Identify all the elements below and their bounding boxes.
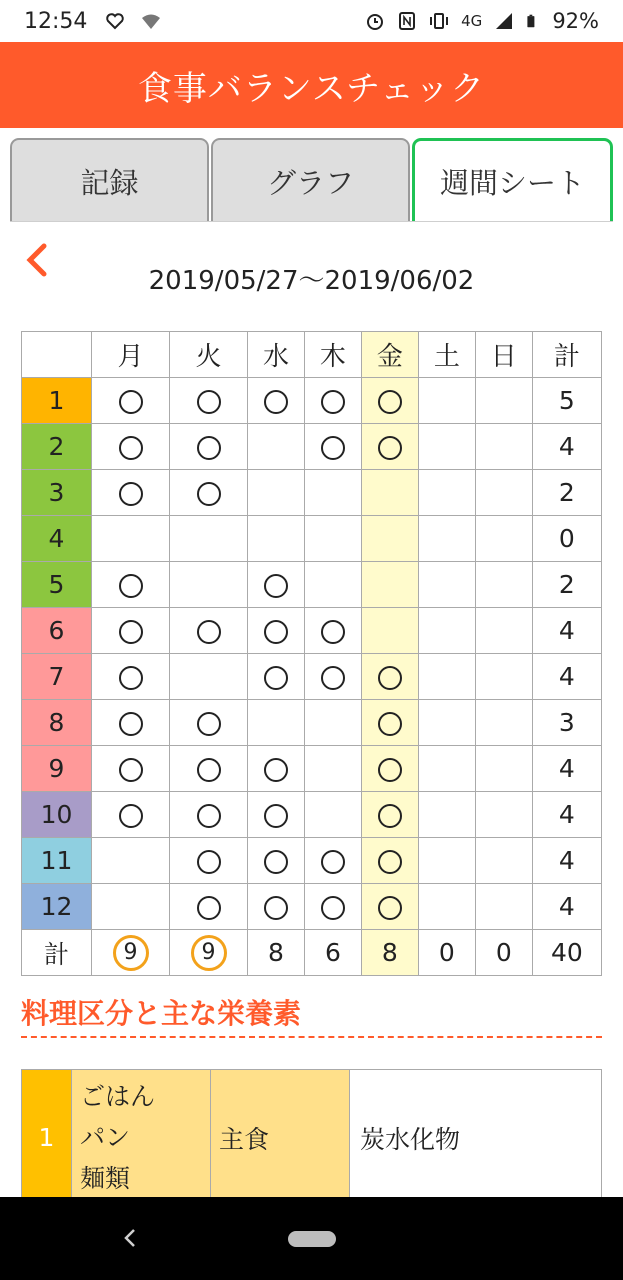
alarm-icon [365,11,385,31]
sheet-row [22,608,602,654]
sheet-row [22,562,602,608]
sheet-cell[interactable] [475,424,532,470]
category-number: 8 [22,700,92,746]
day-total: 0 [418,930,475,976]
check-circle-icon [378,666,402,690]
sheet-cell[interactable] [361,424,418,470]
check-circle-icon [119,758,143,782]
sheet-cell[interactable] [92,792,170,838]
row-total: 4 [532,746,601,792]
sheet-cell[interactable] [418,654,475,700]
sheet-cell[interactable] [248,654,305,700]
sheet-cell[interactable] [475,838,532,884]
check-circle-icon [119,666,143,690]
sheet-cell[interactable] [475,378,532,424]
sheet-cell[interactable] [170,608,248,654]
row-total: 4 [532,838,601,884]
sheet-cell[interactable] [475,562,532,608]
sheet-cell[interactable] [304,424,361,470]
sheet-cell[interactable] [170,424,248,470]
sheet-cell[interactable] [475,746,532,792]
check-circle-icon [119,574,143,598]
totals-row [22,930,602,976]
sheet-cell[interactable] [304,792,361,838]
day-header: 木 [304,332,361,378]
sheet-cell[interactable] [92,884,170,930]
sheet-cell[interactable] [361,746,418,792]
sheet-cell[interactable] [92,424,170,470]
check-circle-icon [197,758,221,782]
day-header: 土 [418,332,475,378]
signal-icon [494,11,514,31]
row-total: 4 [532,884,601,930]
check-circle-icon [264,896,288,920]
sheet-cell[interactable] [304,654,361,700]
sheet-cell[interactable] [361,838,418,884]
check-circle-icon [264,620,288,644]
day-header: 金 [361,332,418,378]
sheet-cell[interactable] [170,700,248,746]
category-number: 12 [22,884,92,930]
check-circle-icon [197,804,221,828]
check-circle-icon [197,712,221,736]
sheet-cell[interactable] [304,746,361,792]
category-number: 4 [22,516,92,562]
day-header: 月 [92,332,170,378]
section-title: 料理区分と主な栄養素 [21,997,302,1030]
sheet-cell[interactable] [475,516,532,562]
check-circle-icon [321,390,345,414]
sheet-row [22,470,602,516]
grand-total: 40 [532,930,601,976]
tab-weekly-sheet[interactable]: 週間シート [412,138,613,222]
category-number: 9 [22,746,92,792]
app-header [0,42,623,128]
week-range: 2019/05/27〜2019/06/02 [148,266,475,296]
status-bar [0,0,623,42]
sheet-cell[interactable] [304,608,361,654]
check-circle-icon [119,436,143,460]
sheet-cell[interactable] [92,838,170,884]
total-header: 計 [532,332,601,378]
sheet-cell[interactable] [170,562,248,608]
sheet-cell[interactable] [418,516,475,562]
category-number: 11 [22,838,92,884]
sheet-cell[interactable] [418,608,475,654]
sheet-row [22,700,602,746]
check-circle-icon [378,804,402,828]
check-circle-icon [264,666,288,690]
day-total: 8 [361,930,418,976]
sheet-cell[interactable] [475,884,532,930]
sheet-cell[interactable] [92,470,170,516]
sheet-cell[interactable] [170,516,248,562]
sheet-cell[interactable] [170,792,248,838]
category-number: 10 [22,792,92,838]
check-circle-icon [197,482,221,506]
check-circle-icon [119,712,143,736]
check-circle-icon [264,390,288,414]
check-circle-icon [378,896,402,920]
nfc-icon [397,11,417,31]
sheet-row [22,378,602,424]
category-number: 2 [22,424,92,470]
sheet-cell[interactable] [248,424,305,470]
sheet-cell[interactable] [170,378,248,424]
medal-icon: 9 [191,935,227,971]
table-header-row [22,332,602,378]
sheet-cell[interactable] [418,378,475,424]
sheet-cell[interactable] [92,608,170,654]
sheet-cell[interactable] [248,700,305,746]
corner-cell [22,332,92,378]
heart-badge-icon [105,11,125,31]
check-circle-icon [119,482,143,506]
day-total: 0 [475,930,532,976]
sheet-cell[interactable] [418,470,475,516]
sheet-cell[interactable] [418,424,475,470]
check-circle-icon [119,620,143,644]
sheet-cell[interactable] [418,562,475,608]
network-type: 4G [461,12,483,30]
day-header: 日 [475,332,532,378]
sheet-cell[interactable] [304,884,361,930]
sheet-cell[interactable] [248,792,305,838]
check-circle-icon [197,390,221,414]
section-divider [21,1036,602,1038]
legend-nutrient: 炭水化物 [350,1070,602,1206]
sheet-cell[interactable] [170,746,248,792]
sheet-cell[interactable] [170,654,248,700]
sheet-cell[interactable] [92,516,170,562]
sheet-cell[interactable] [361,700,418,746]
row-total: 5 [532,378,601,424]
back-triangle-icon[interactable] [118,1223,142,1253]
category-number: 6 [22,608,92,654]
row-total: 4 [532,792,601,838]
sheet-cell[interactable] [361,608,418,654]
sheet-cell[interactable] [304,562,361,608]
day-header: 火 [170,332,248,378]
sheet-cell[interactable] [92,700,170,746]
check-circle-icon [119,804,143,828]
sheet-cell[interactable] [475,700,532,746]
legend-food: ごはん [80,1082,156,1111]
check-circle-icon [197,850,221,874]
wifi-question-icon [141,11,161,31]
sheet-cell[interactable] [170,470,248,516]
sheet-cell[interactable] [170,838,248,884]
battery-icon [526,11,540,31]
sheet-cell[interactable] [92,562,170,608]
sheet-cell[interactable] [418,700,475,746]
day-header: 水 [248,332,305,378]
sheet-row [22,792,602,838]
sheet-cell[interactable] [418,792,475,838]
sheet-cell[interactable] [248,838,305,884]
sheet-row [22,516,602,562]
sheet-cell[interactable] [361,792,418,838]
check-circle-icon [197,620,221,644]
legend-number: 1 [22,1070,72,1206]
sheet-cell[interactable] [248,884,305,930]
row-total: 3 [532,700,601,746]
sheet-cell[interactable] [304,700,361,746]
check-circle-icon [119,390,143,414]
sheet-cell[interactable] [418,746,475,792]
tab-bar [10,138,613,222]
weekly-sheet-table [21,331,602,976]
totals-label: 計 [22,930,92,976]
day-total: 8 [248,930,305,976]
legend-category: 主食 [211,1070,350,1206]
sheet-cell[interactable] [361,470,418,516]
check-circle-icon [378,850,402,874]
status-time: 12:54 [24,8,88,34]
system-nav-bar [0,1197,623,1280]
row-total: 4 [532,654,601,700]
sheet-cell[interactable] [361,516,418,562]
sheet-row [22,424,602,470]
row-total: 2 [532,562,601,608]
row-total: 2 [532,470,601,516]
category-number: 1 [22,378,92,424]
legend-food: 麺類 [80,1164,131,1193]
app-title: 食事バランスチェック [137,68,486,109]
category-number: 5 [22,562,92,608]
day-total [92,930,170,976]
legend-food: パン [80,1123,131,1152]
sheet-cell[interactable] [475,470,532,516]
sheet-row [22,746,602,792]
sheet-cell[interactable] [418,884,475,930]
check-circle-icon [321,436,345,460]
legend-foods [72,1070,211,1206]
sheet-cell[interactable] [418,838,475,884]
sheet-cell[interactable] [361,562,418,608]
check-circle-icon [264,574,288,598]
sheet-cell[interactable] [92,654,170,700]
sheet-cell[interactable] [248,562,305,608]
check-circle-icon [264,758,288,782]
check-circle-icon [378,712,402,736]
battery-level: 92% [552,9,599,33]
sheet-cell[interactable] [304,470,361,516]
row-total: 4 [532,424,601,470]
sheet-cell[interactable] [304,838,361,884]
sheet-cell[interactable] [248,516,305,562]
sheet-cell[interactable] [475,608,532,654]
sheet-row [22,654,602,700]
legend-row [22,1070,602,1206]
check-circle-icon [321,850,345,874]
sheet-cell[interactable] [304,378,361,424]
sheet-cell[interactable] [92,378,170,424]
check-circle-icon [264,804,288,828]
home-pill-icon[interactable] [288,1231,336,1247]
sheet-cell[interactable] [475,792,532,838]
sheet-cell[interactable] [248,470,305,516]
row-total: 0 [532,516,601,562]
sheet-cell[interactable] [170,884,248,930]
check-circle-icon [378,390,402,414]
check-circle-icon [321,896,345,920]
category-number: 7 [22,654,92,700]
check-circle-icon [378,436,402,460]
check-circle-icon [321,666,345,690]
check-circle-icon [321,620,345,644]
check-circle-icon [197,436,221,460]
sheet-cell[interactable] [361,654,418,700]
sheet-cell[interactable] [248,378,305,424]
sheet-cell[interactable] [304,516,361,562]
sheet-cell[interactable] [361,884,418,930]
tab-record[interactable]: 記録 [10,138,209,222]
sheet-cell[interactable] [361,378,418,424]
sheet-cell[interactable] [92,746,170,792]
category-number: 3 [22,470,92,516]
day-total: 6 [304,930,361,976]
sheet-cell[interactable] [248,608,305,654]
check-circle-icon [378,758,402,782]
sheet-row [22,884,602,930]
category-legend-table [21,1069,602,1206]
day-total [170,930,248,976]
sheet-cell[interactable] [248,746,305,792]
tab-graph[interactable]: グラフ [211,138,410,222]
weekly-sheet-panel [10,221,613,1197]
sheet-cell[interactable] [475,654,532,700]
row-total: 4 [532,608,601,654]
sheet-row [22,838,602,884]
medal-icon: 9 [113,935,149,971]
check-circle-icon [197,896,221,920]
vibrate-icon [429,11,449,31]
check-circle-icon [264,850,288,874]
